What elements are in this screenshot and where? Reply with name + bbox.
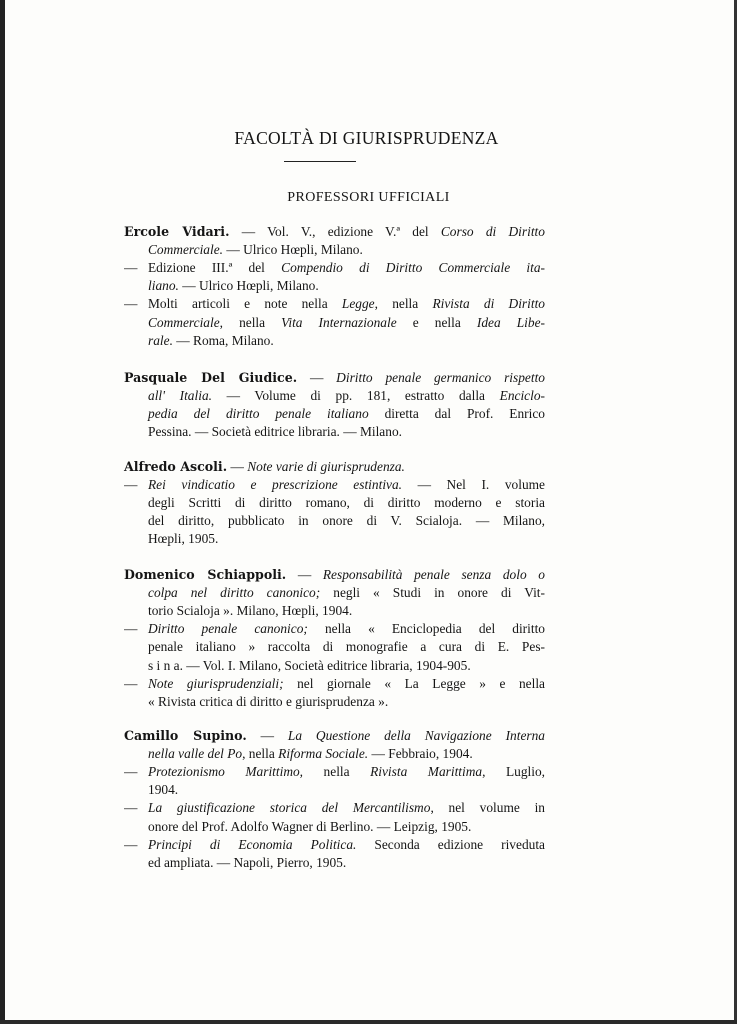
- citation-text: , nella: [374, 296, 433, 312]
- work-title: La Questione della Navigazione Interna: [287, 728, 545, 743]
- em-dash: —: [124, 836, 138, 852]
- work-title: all' Italia.: [148, 388, 212, 404]
- entry-line: [124, 530, 545, 548]
- work-title: Commerciale: [148, 314, 220, 330]
- work-title: Note varie di giurisprudenza.: [247, 459, 405, 474]
- em-dash: —: [124, 260, 138, 276]
- em-dash: —: [124, 764, 138, 780]
- entry-first-line: [124, 566, 545, 584]
- citation-text: , nella: [219, 314, 282, 330]
- work-title: Idea Libe-: [476, 314, 545, 330]
- work-title: Corso di Diritto: [440, 224, 545, 239]
- entry-line: [124, 745, 545, 763]
- entry-line: [124, 638, 545, 656]
- work-title: Note giurisprudenziali;: [148, 675, 284, 691]
- entry-line: [124, 387, 545, 405]
- entry-line: [124, 295, 545, 313]
- entry-first-line: [124, 223, 545, 241]
- entry-line: [124, 781, 545, 799]
- entry-line: [124, 259, 545, 277]
- entry-first-line: [124, 369, 545, 387]
- entry-line: [124, 854, 545, 872]
- work-title: pedia del diritto penale italiano: [148, 406, 369, 422]
- work-title: Protezionismo Marittimo,: [148, 764, 304, 780]
- citation-text: « Rivista critica di diritto e giurisprudenza ».: [148, 693, 389, 709]
- citation-text: Seconda edizione riveduta: [356, 836, 545, 852]
- citation-text: nella: [303, 764, 371, 780]
- author-name: Ercole Vidari.: [124, 224, 230, 239]
- work-title: Enciclo-: [499, 388, 545, 404]
- entry-line: [124, 693, 545, 711]
- citation-text: nella « Enciclopedia del diritto: [307, 621, 545, 637]
- citation-text: —: [286, 567, 323, 582]
- em-dash: —: [124, 296, 138, 312]
- section-heading: PROFESSORI UFFICIALI: [287, 190, 450, 205]
- citation-text: — Vol. V., edizione V.ª del: [229, 224, 441, 239]
- citation-text: ed ampliata. — Napoli, Pierro, 1905.: [148, 854, 347, 870]
- entry-line: [124, 476, 545, 494]
- citation-text: e nella: [396, 314, 477, 330]
- work-title: Compendio di Diritto Commerciale ita-: [281, 260, 545, 276]
- title-divider: [284, 161, 356, 162]
- author-name: Alfredo Ascoli.: [124, 459, 228, 474]
- work-title: Principi di Economia Politica.: [148, 836, 357, 852]
- entry-line: [124, 602, 545, 620]
- author-name: Camillo Supino.: [124, 728, 247, 743]
- citation-text: diretta dal Prof. Enrico: [368, 406, 545, 422]
- work-title: Vita Internazionale: [281, 314, 397, 330]
- citation-text: negli « Studi in onore di Vit-: [320, 585, 545, 601]
- citation-text: —: [297, 370, 337, 385]
- citation-text: , nella: [242, 746, 279, 762]
- citation-text: del diritto, pubblicato in onore di V. Scialoja. — Milano,: [148, 513, 545, 529]
- entry-line: [124, 277, 545, 295]
- scan-edge-left: [0, 0, 5, 1024]
- entry-line: [124, 494, 545, 512]
- work-title: colpa nel diritto canonico;: [148, 585, 321, 601]
- em-dash: —: [124, 621, 138, 637]
- author-name: Domenico Schiappoli.: [124, 567, 287, 582]
- entry-line: [124, 314, 545, 332]
- work-title: nella valle del Po: [148, 746, 243, 762]
- entry-line: [124, 675, 545, 693]
- citation-text: — Ulrico Hœpli, Milano.: [223, 242, 363, 258]
- work-title: Diritto penale germanico rispetto: [336, 370, 545, 385]
- citation-text: torio Scialoja ». Milano, Hœpli, 1904.: [148, 603, 353, 619]
- author-name: Pasquale Del Giudice.: [124, 370, 298, 385]
- entry-line: [124, 423, 545, 441]
- work-title: rale.: [148, 332, 173, 348]
- work-title: La giustificazione storica del Mercantilismo: [148, 800, 431, 816]
- entry-line: [124, 763, 545, 781]
- citation-text: penale italiano » raccolta di monografie a cura di E. Pes-: [148, 639, 545, 655]
- page-title: FACOLTÀ DI GIURISPRUDENZA: [234, 128, 499, 148]
- entry-line: [124, 620, 545, 638]
- work-title: Legge: [341, 296, 375, 312]
- citation-text: Molti articoli e note nella: [148, 296, 342, 312]
- work-title: Riforma Sociale.: [278, 746, 369, 762]
- citation-text: — Roma, Milano.: [172, 332, 274, 348]
- citation-text: —: [227, 459, 248, 474]
- work-title: Rivista di Diritto: [432, 296, 545, 312]
- citation-text: degli Scritti di diritto romano, di diritto moderno e storia: [148, 495, 545, 511]
- citation-text: — Ulrico Hœpli, Milano.: [178, 278, 319, 294]
- citation-text: , Luglio,: [482, 764, 545, 780]
- citation-text: nel giornale « La Legge » e nella: [283, 675, 545, 691]
- em-dash: —: [124, 800, 138, 816]
- entry-first-line: [124, 727, 545, 745]
- work-title: liano.: [148, 278, 179, 294]
- entry-line: [124, 818, 545, 836]
- work-title: Rivista Marittima: [370, 764, 483, 780]
- citation-text: s i n a. — Vol. I. Milano, Società editrice libraria, 1904-905.: [148, 657, 471, 673]
- entry-first-line: [124, 458, 545, 476]
- em-dash: —: [124, 675, 138, 691]
- entry-line: [124, 332, 545, 350]
- citation-text: — Volume di pp. 181, estratto dalla: [212, 388, 500, 404]
- citation-text: Pessina. — Società editrice libraria. — Milano.: [148, 424, 402, 440]
- entry-line: [124, 799, 545, 817]
- entry-line: [124, 657, 545, 675]
- entry-line: [124, 241, 545, 259]
- work-title: Rei vindicatio e prescrizione estintiva.: [148, 477, 403, 493]
- citation-text: — Nel I. volume: [402, 477, 545, 493]
- citation-text: onore del Prof. Adolfo Wagner di Berlino. — Leipzig, 1905.: [148, 818, 472, 834]
- citation-text: —: [246, 728, 288, 743]
- citation-text: , nel volume in: [430, 800, 545, 816]
- work-title: Diritto penale canonico;: [148, 621, 308, 637]
- work-title: Responsabilità penale senza dolo o: [322, 567, 545, 582]
- citation-text: — Febbraio, 1904.: [368, 746, 473, 762]
- entry-line: [124, 512, 545, 530]
- citation-text: Hœpli, 1905.: [148, 531, 219, 547]
- em-dash: —: [124, 477, 138, 493]
- entry-line: [124, 836, 545, 854]
- citation-text: Edizione III.ª del: [148, 260, 282, 276]
- entry-line: [124, 584, 545, 602]
- scan-edge-bottom: [0, 1020, 737, 1024]
- work-title: Commerciale.: [148, 242, 223, 258]
- citation-text: 1904.: [148, 782, 179, 798]
- entry-line: [124, 405, 545, 423]
